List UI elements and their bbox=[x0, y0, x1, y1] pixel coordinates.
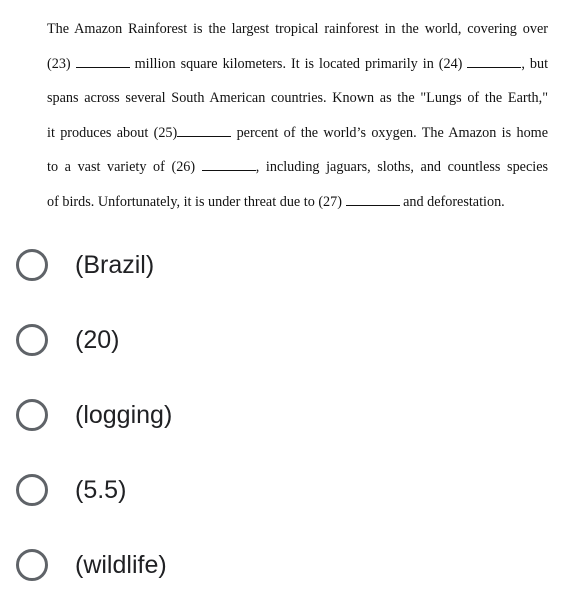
radio-button-icon[interactable] bbox=[16, 399, 48, 431]
option-label: (20) bbox=[75, 326, 120, 354]
option-label: (logging) bbox=[75, 401, 173, 429]
blank-27 bbox=[346, 194, 400, 206]
passage-text-2c: , but bbox=[521, 55, 549, 72]
passage-text-6b: and deforestation. bbox=[403, 193, 505, 210]
blank-25 bbox=[177, 125, 231, 137]
passage-text bbox=[47, 12, 548, 220]
radio-button-icon[interactable] bbox=[16, 249, 48, 281]
radio-button-icon[interactable] bbox=[16, 474, 48, 506]
option-label: (5.5) bbox=[75, 476, 127, 504]
passage-text-6a: of birds. Unfortunately, it is under threat due to (27) bbox=[47, 193, 342, 210]
radio-button-icon[interactable] bbox=[16, 324, 48, 356]
option-label: (Brazil) bbox=[75, 251, 155, 279]
option-5-5[interactable] bbox=[0, 463, 568, 523]
passage-line-4 bbox=[47, 116, 548, 151]
passage-line-1 bbox=[47, 12, 548, 47]
passage-text-4b: percent of the world’s oxygen. The Amazon is home bbox=[236, 124, 548, 141]
option-brazil[interactable] bbox=[0, 238, 568, 298]
passage-text-5a: to a vast variety of (26) bbox=[47, 159, 196, 176]
blank-23 bbox=[76, 56, 130, 68]
passage-text-2b: million square kilometers. It is located primarily in (24) bbox=[134, 55, 463, 72]
passage-text-4a: it produces about (25) bbox=[47, 124, 178, 141]
passage-text-2a: (23) bbox=[47, 55, 71, 72]
passage-text-3: spans across several South American countries. Known as the "Lungs of the Earth," bbox=[47, 90, 548, 107]
option-logging[interactable] bbox=[0, 388, 568, 448]
blank-24 bbox=[467, 56, 521, 68]
passage-text-5b: , including jaguars, sloths, and countless species bbox=[255, 159, 549, 176]
passage-line-5 bbox=[47, 150, 548, 185]
passage-line-2 bbox=[47, 47, 548, 82]
option-20[interactable] bbox=[0, 313, 568, 373]
passage-line-3 bbox=[47, 81, 548, 116]
blank-26 bbox=[202, 159, 256, 171]
passage-line-6 bbox=[47, 185, 548, 220]
radio-button-icon[interactable] bbox=[16, 549, 48, 581]
option-wildlife[interactable] bbox=[0, 538, 568, 598]
passage-text-1: The Amazon Rainforest is the largest tropical rainforest in the world, covering over bbox=[47, 21, 548, 37]
option-label: (wildlife) bbox=[75, 551, 167, 579]
